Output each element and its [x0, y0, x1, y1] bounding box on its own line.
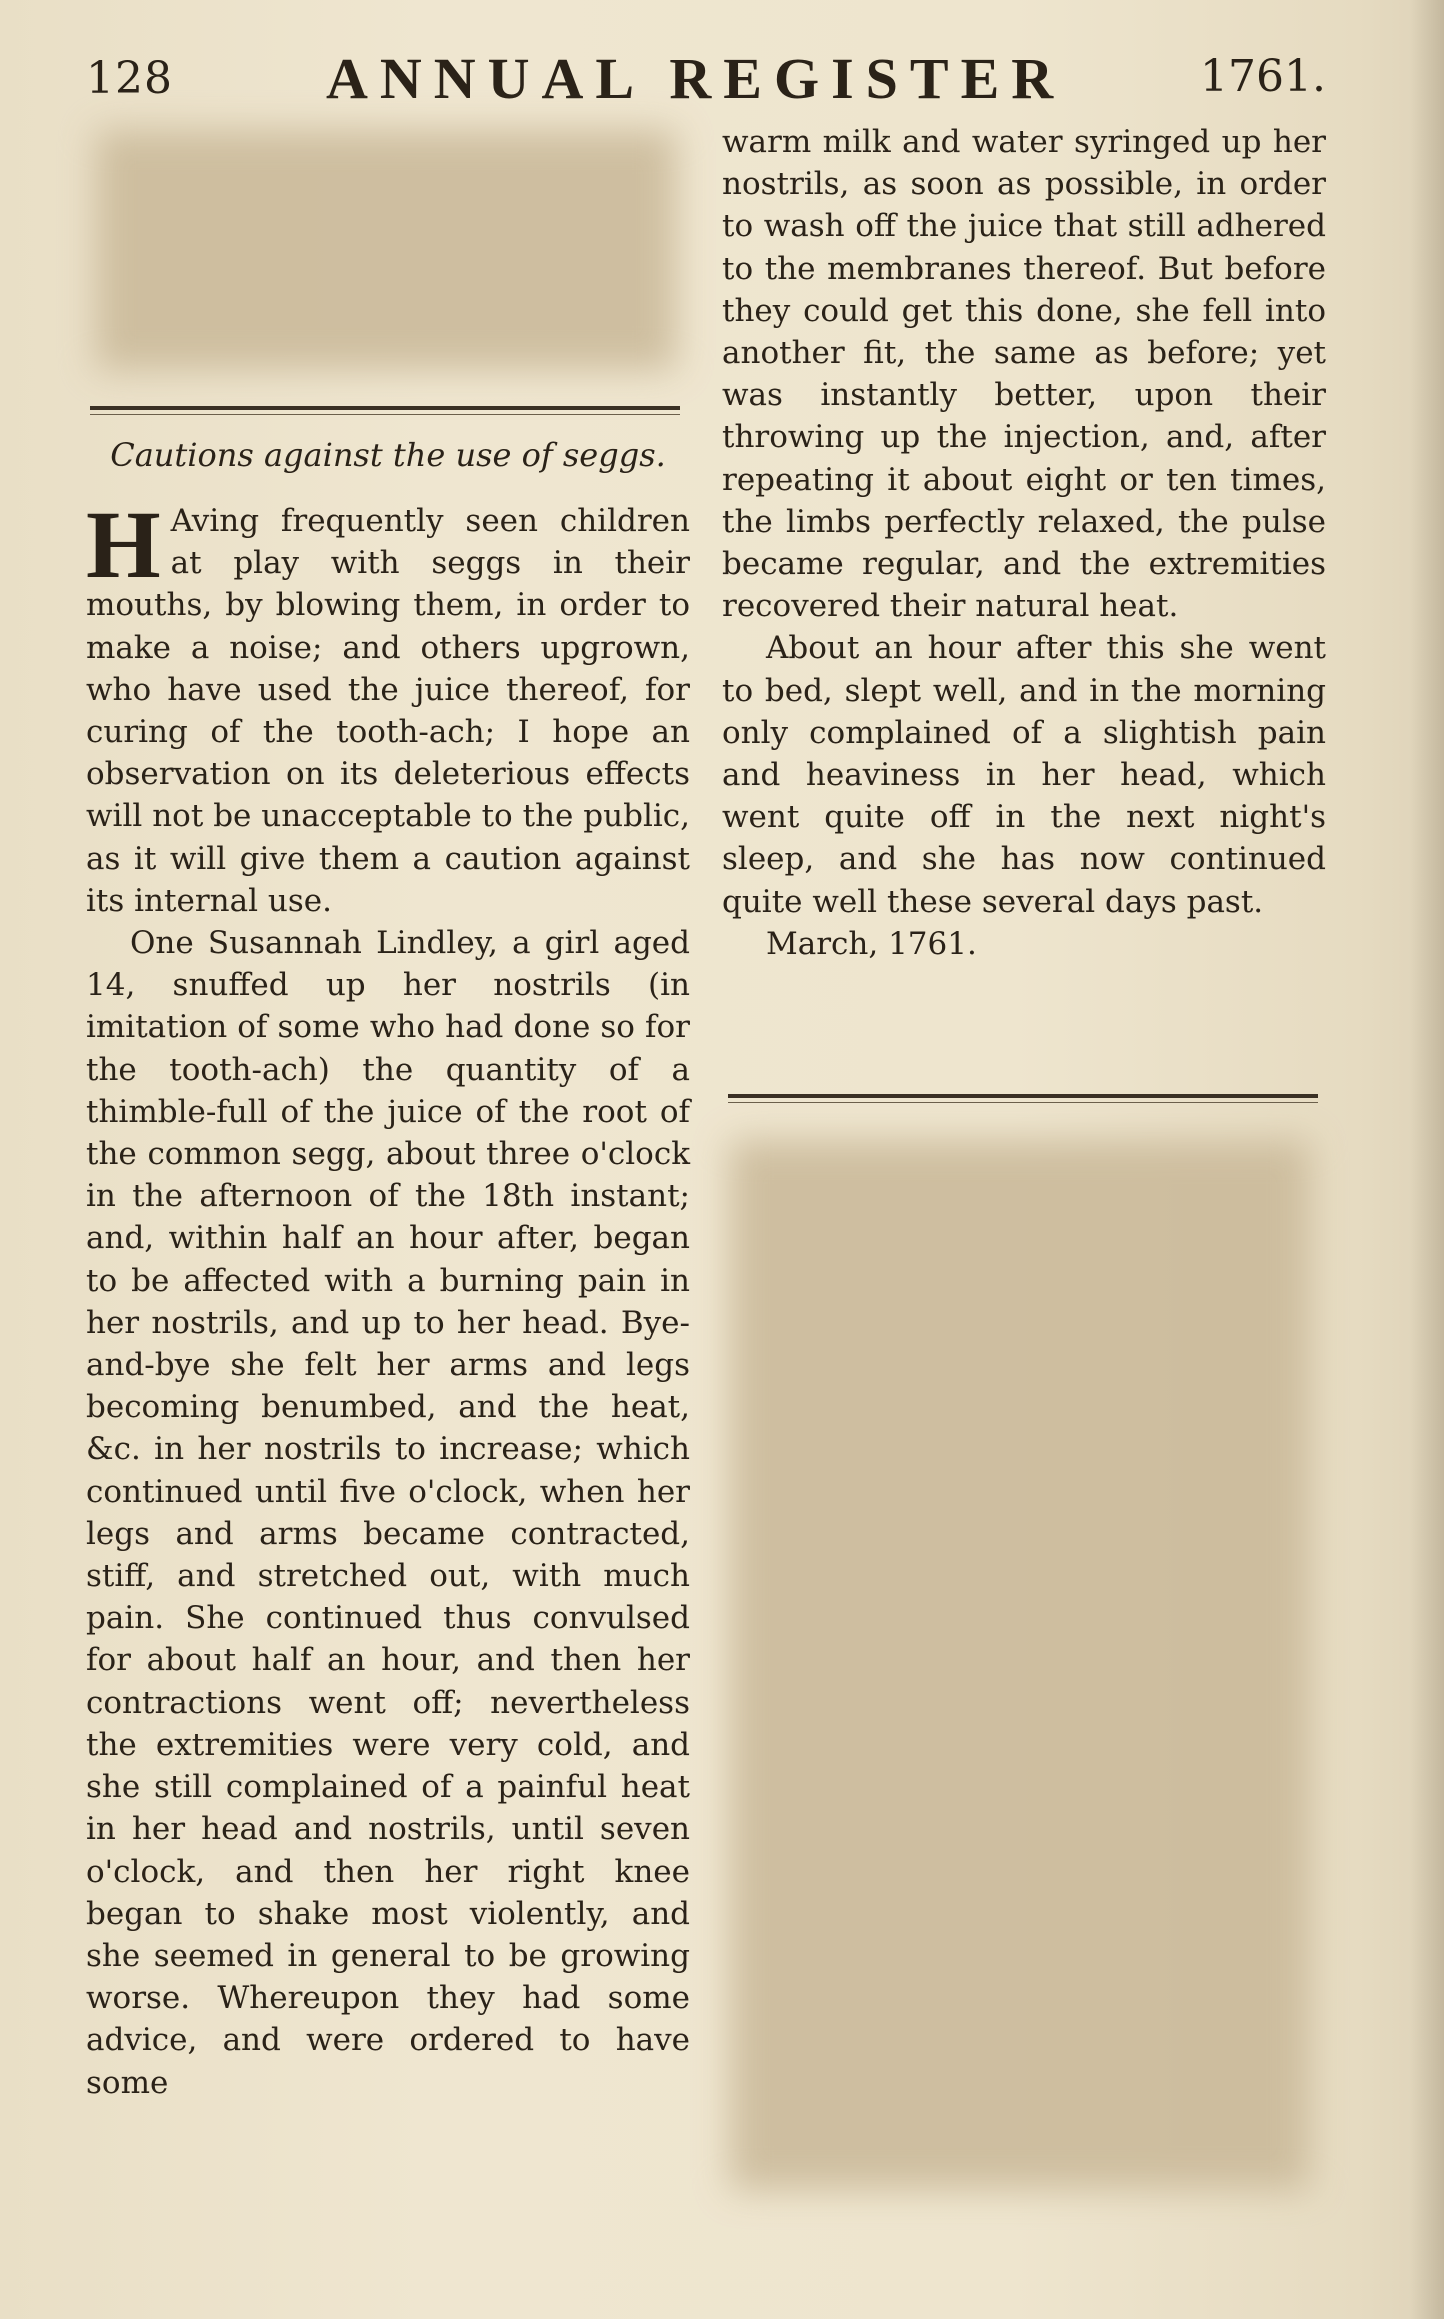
drop-cap: H	[86, 491, 161, 598]
running-head: ANNUAL REGISTER	[326, 46, 1066, 111]
header-year: 1761.	[1200, 51, 1326, 102]
article-paragraph-2: One Susannah Lindley, a girl aged 14, snuffed up her nostrils (in imitation of some who had done so for the tooth-ach) the quantity of a thimble-full of the juice of the root of the common segg, about three o'clock in the afternoon of the 18th instant; and, within half an hour after, began to be affected with a burning pain in her nostrils, and up to her head. Bye-and-bye she felt her arms and legs becoming benumbed, and the heat, &c. in her nostrils to increase; which continued until five o'clock, when her legs and arms became contracted, stiff, and stretched out, with much pain. She continued thus convulsed for about half an hour, and then her contractions went off; nevertheless the extremities were very cold, and she still complained of a painful heat in her head and nostrils, until seven o'clock, and then her right knee began to shake most violently, and she seemed in general to be growing worse. Whereupon they had some advice, and were ordered to have some	[86, 925, 690, 2101]
article-paragraph-3: warm milk and water syringed up her nostrils, as soon as possible, in order to wash off the juice that still adhered to the membranes thereof. But before they could get this done, she fell into another fit, the same as before; yet was instantly better, upon their throwing up the injection, and, after repeating it about eight or ten times, the limbs perfectly relaxed, the pulse became regular, and the extremities recovered their natural heat.	[722, 124, 1326, 625]
page-header	[86, 45, 1326, 115]
dateline: March, 1761.	[766, 925, 977, 962]
section-divider-right-thin	[728, 1102, 1318, 1103]
section-divider-left	[90, 406, 680, 410]
right-column	[722, 121, 1326, 965]
blurred-region-bottom-right	[730, 1140, 1310, 2190]
article-paragraph-4: About an hour after this she went to bed, slept well, and in the morning only complained of a slightish pain and heaviness in her head, which went quite off in the next night's sleep, and she has now continued quite well these several days past.	[722, 630, 1326, 920]
blurred-region-top-left	[96, 130, 676, 370]
page-edge-shadow	[1410, 0, 1444, 2319]
article-paragraph-1	[86, 491, 690, 922]
article-title: Cautions against the use of seggs.	[110, 436, 666, 474]
section-divider-left-thin	[90, 414, 680, 415]
section-divider-right	[728, 1094, 1318, 1098]
page-number: 128	[86, 53, 173, 104]
paragraph-text: Aving frequently seen children at play with seggs in their mouths, by blowing them, in order to make a noise; and others upgrown, who have used the juice thereof, for curing of the tooth-ach; I hope an observation on its deleterious effects will not be unacceptable to the public, as it will give them a caution against its internal use.	[86, 503, 690, 919]
left-column	[86, 491, 690, 2104]
